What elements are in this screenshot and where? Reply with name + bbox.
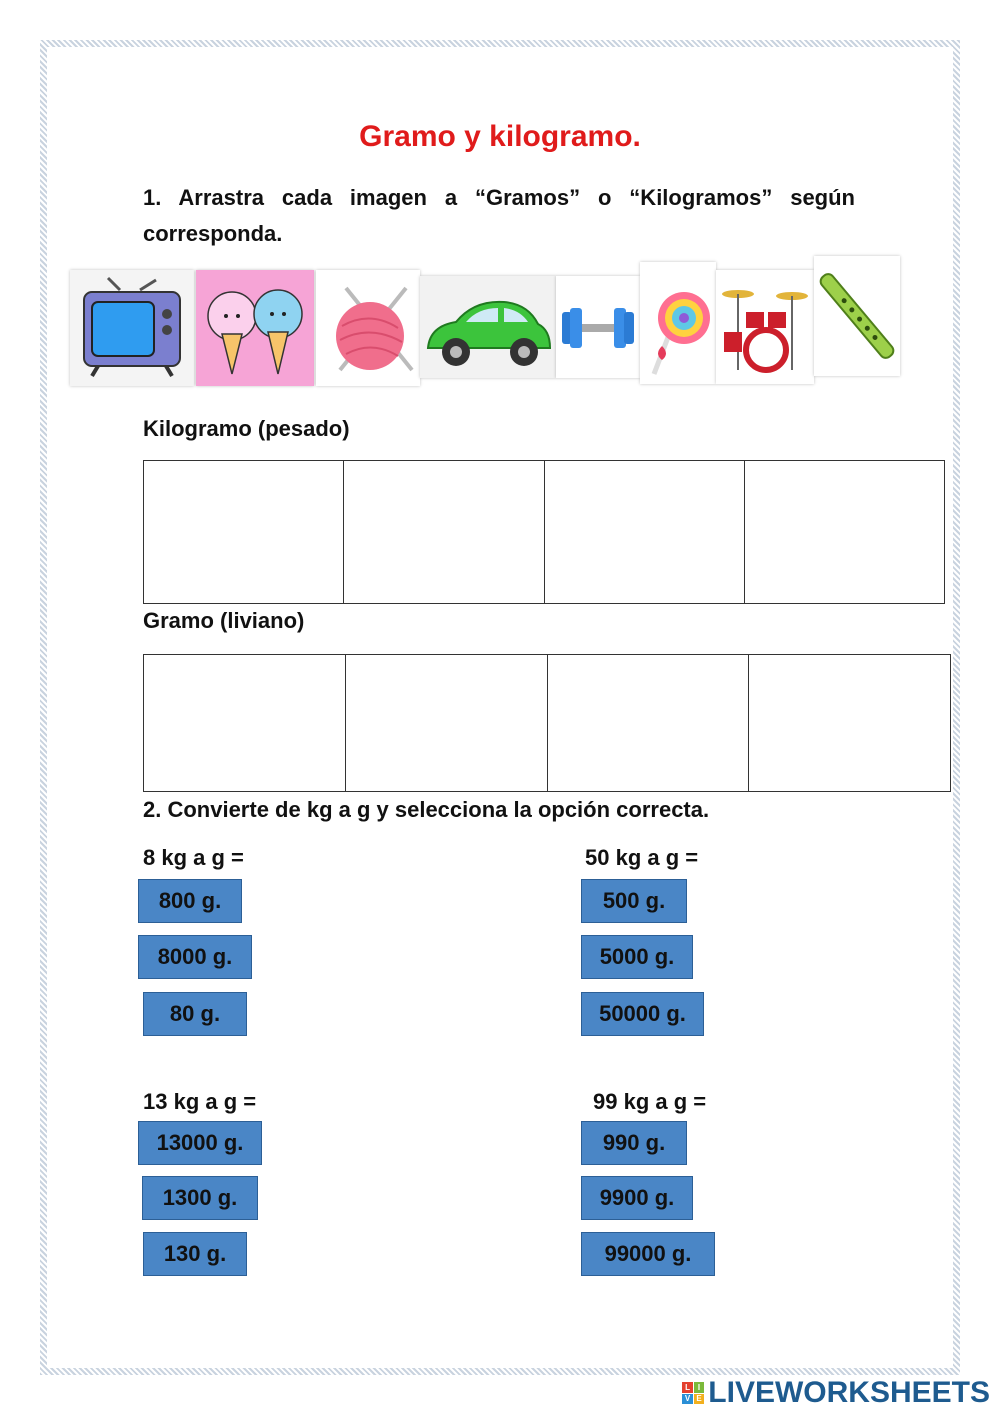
cotton-candy-icon (196, 270, 314, 386)
car-icon (420, 276, 556, 378)
answer-option-button[interactable]: 80 g. (143, 992, 247, 1036)
answer-option-button[interactable]: 5000 g. (581, 935, 693, 979)
kilogram-dropzone (143, 460, 945, 604)
draggable-car[interactable] (420, 276, 556, 378)
liveworksheets-logo-icon: L I V E (682, 1382, 704, 1404)
answer-option-button[interactable]: 800 g. (138, 879, 242, 923)
page-title: Gramo y kilogramo. (359, 120, 641, 153)
answer-option-button[interactable]: 130 g. (143, 1232, 247, 1276)
kilogram-label: Kilogramo (pesado) (143, 416, 350, 441)
dumbbell-icon (556, 276, 640, 378)
kilogram-drop-slot[interactable] (344, 461, 544, 603)
instruction-1: 1. Arrastra cada imagen a “Gramos” o “Kilogramos” según corresponda. (143, 185, 855, 246)
question-prompt: 13 kg a g = (143, 1089, 257, 1114)
answer-option-button[interactable]: 8000 g. (138, 935, 252, 979)
question-prompt: 99 kg a g = (593, 1089, 707, 1114)
gram-label: Gramo (liviano) (143, 608, 305, 633)
brand-name: LIVEWORKSHEETS (708, 1376, 990, 1409)
answer-option-button[interactable]: 9900 g. (581, 1176, 693, 1220)
kilogram-drop-slot[interactable] (144, 461, 344, 603)
draggable-lollipop[interactable] (640, 262, 716, 384)
answer-option-button[interactable]: 99000 g. (581, 1232, 715, 1276)
gram-drop-slot[interactable] (144, 655, 346, 791)
answer-option-button[interactable]: 13000 g. (138, 1121, 262, 1165)
answer-option-button[interactable]: 50000 g. (581, 992, 704, 1036)
draggable-recorder-flute[interactable] (814, 256, 900, 376)
gram-drop-slot[interactable] (548, 655, 750, 791)
draggable-yarn-ball[interactable] (316, 270, 420, 386)
tv-icon (70, 270, 194, 386)
draggable-drum-kit[interactable] (716, 270, 814, 384)
draggable-tv[interactable] (70, 270, 194, 386)
recorder-flute-icon (814, 256, 900, 376)
answer-option-button[interactable]: 990 g. (581, 1121, 687, 1165)
answer-option-button[interactable]: 500 g. (581, 879, 687, 923)
draggable-cotton-candy[interactable] (196, 270, 314, 386)
question-prompt: 8 kg a g = (143, 845, 244, 870)
gram-dropzone (143, 654, 951, 792)
lollipop-icon (640, 262, 716, 384)
answer-option-button[interactable]: 1300 g. (142, 1176, 258, 1220)
draggable-dumbbell[interactable] (556, 276, 640, 378)
brand-footer (682, 1376, 990, 1410)
gram-drop-slot[interactable] (749, 655, 950, 791)
instruction-2: 2. Convierte de kg a g y selecciona la opción correcta. (143, 797, 710, 822)
question-prompt: 50 kg a g = (585, 845, 699, 870)
yarn-ball-icon (316, 270, 420, 386)
kilogram-drop-slot[interactable] (545, 461, 745, 603)
kilogram-drop-slot[interactable] (745, 461, 944, 603)
gram-drop-slot[interactable] (346, 655, 548, 791)
drum-kit-icon (716, 270, 814, 384)
